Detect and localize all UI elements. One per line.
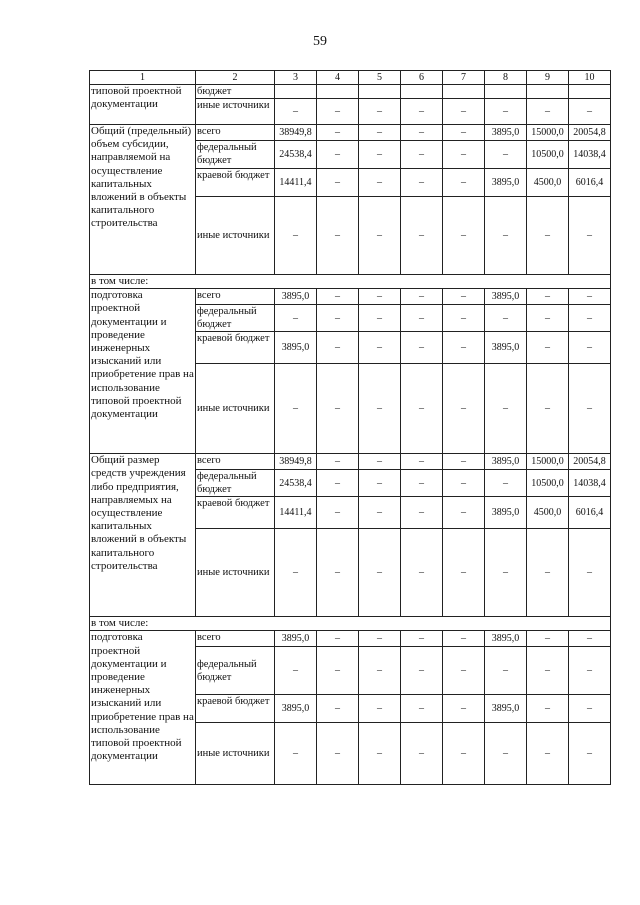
value-cell: – [569,197,611,275]
value-cell: – [485,197,527,275]
funding-source: иные источники [196,723,275,785]
value-cell [443,85,485,99]
header-row [90,71,611,85]
value-cell: – [317,723,359,785]
value-cell: – [443,99,485,125]
value-cell: – [443,197,485,275]
value-cell: – [443,631,485,647]
value-cell: – [569,305,611,332]
value-cell: – [317,529,359,617]
value-cell: 6016,4 [569,169,611,197]
value-cell: – [401,723,443,785]
value-cell: 15000,0 [527,454,569,470]
value-cell: – [443,647,485,695]
value-cell: – [443,529,485,617]
value-cell: – [401,529,443,617]
value-cell [359,85,401,99]
value-cell: – [359,454,401,470]
value-cell [401,85,443,99]
value-cell: – [401,197,443,275]
value-cell: – [401,169,443,197]
value-cell: – [317,647,359,695]
funding-source: федеральный бюджет [196,470,275,497]
value-cell: – [443,125,485,141]
funding-source: всего [196,631,275,647]
value-cell: – [485,99,527,125]
value-cell: – [485,141,527,169]
value-cell: – [359,332,401,364]
value-cell [527,85,569,99]
value-cell: – [401,332,443,364]
value-cell: – [527,631,569,647]
value-cell: 38949,8 [275,125,317,141]
value-cell: – [359,470,401,497]
value-cell: – [527,305,569,332]
funding-source: федеральный бюджет [196,141,275,169]
value-cell: 14411,4 [275,169,317,197]
funding-source: всего [196,289,275,305]
value-cell: – [275,99,317,125]
value-cell: 3895,0 [275,695,317,723]
section-row [90,617,611,631]
table-row [90,125,611,141]
value-cell: – [359,289,401,305]
value-cell: – [401,470,443,497]
table-row [90,631,611,647]
value-cell: – [443,141,485,169]
column-header: 10 [569,71,611,85]
value-cell: – [401,305,443,332]
column-header: 8 [485,71,527,85]
value-cell: – [275,305,317,332]
value-cell: – [485,723,527,785]
value-cell: – [401,99,443,125]
value-cell: 3895,0 [485,631,527,647]
value-cell: 20054,8 [569,125,611,141]
value-cell: 4500,0 [527,169,569,197]
value-cell: – [443,454,485,470]
value-cell: 3895,0 [275,631,317,647]
funding-source: краевой бюджет [196,695,275,723]
section-row [90,275,611,289]
value-cell: – [317,332,359,364]
value-cell: – [569,529,611,617]
funding-source: иные источники [196,529,275,617]
value-cell: – [359,723,401,785]
value-cell: 14038,4 [569,470,611,497]
value-cell: 14038,4 [569,141,611,169]
value-cell: – [359,695,401,723]
value-cell: 38949,8 [275,454,317,470]
value-cell: – [443,364,485,454]
value-cell: 3895,0 [275,332,317,364]
funding-source: всего [196,454,275,470]
value-cell: – [359,99,401,125]
value-cell: 3895,0 [485,332,527,364]
value-cell: 3895,0 [485,169,527,197]
value-cell: – [317,470,359,497]
value-cell: – [569,99,611,125]
value-cell: – [527,695,569,723]
funding-source: всего [196,125,275,141]
value-cell: – [401,289,443,305]
funding-source: федеральный бюджет [196,647,275,695]
value-cell: – [317,364,359,454]
funding-source: иные источники [196,197,275,275]
value-cell [275,85,317,99]
value-cell: – [359,125,401,141]
value-cell: – [485,647,527,695]
row-description: Общий размер средств учреждения либо предприятия, направляемых на осуществление капитальных вложений в объекты капитального строительства [90,454,196,617]
row-description: подготовка проектной документации и проведение инженерных изысканий или приобретение прав на использование типовой проектной документации [90,289,196,454]
value-cell: 24538,4 [275,470,317,497]
value-cell: – [527,529,569,617]
column-header: 2 [196,71,275,85]
value-cell: – [275,723,317,785]
value-cell: – [317,141,359,169]
row-description: подготовка проектной документации и проведение инженерных изысканий или приобретение прав на использование типовой проектной документации [90,631,196,785]
column-header: 7 [443,71,485,85]
budget-table [89,70,611,785]
value-cell: – [443,497,485,529]
value-cell: – [317,125,359,141]
value-cell: – [569,695,611,723]
value-cell: 3895,0 [275,289,317,305]
value-cell: – [275,364,317,454]
value-cell [485,85,527,99]
value-cell: 4500,0 [527,497,569,529]
column-header: 1 [90,71,196,85]
value-cell: – [485,529,527,617]
value-cell: – [527,99,569,125]
table-row [90,85,611,99]
funding-source: краевой бюджет [196,332,275,364]
value-cell: – [317,631,359,647]
value-cell [569,85,611,99]
value-cell: – [317,197,359,275]
value-cell: – [275,529,317,617]
value-cell: – [443,169,485,197]
value-cell: 15000,0 [527,125,569,141]
value-cell: – [275,647,317,695]
value-cell: – [401,125,443,141]
funding-source: краевой бюджет [196,169,275,197]
value-cell: – [443,289,485,305]
value-cell: – [401,454,443,470]
value-cell: – [317,169,359,197]
value-cell: – [359,497,401,529]
section-label: в том числе: [90,617,611,631]
value-cell: – [317,289,359,305]
value-cell: 10500,0 [527,141,569,169]
value-cell: 3895,0 [485,454,527,470]
value-cell: – [317,695,359,723]
funding-source: краевой бюджет [196,497,275,529]
value-cell: 3895,0 [485,497,527,529]
value-cell: 24538,4 [275,141,317,169]
value-cell: – [443,305,485,332]
value-cell: – [401,695,443,723]
value-cell: – [317,454,359,470]
value-cell: 3895,0 [485,289,527,305]
value-cell: – [317,99,359,125]
value-cell: – [317,497,359,529]
value-cell: – [569,289,611,305]
section-label: в том числе: [90,275,611,289]
value-cell: – [359,169,401,197]
value-cell: – [443,332,485,364]
value-cell [317,85,359,99]
value-cell: – [569,332,611,364]
value-cell: 3895,0 [485,125,527,141]
funding-source: иные источники [196,99,275,125]
column-header: 9 [527,71,569,85]
value-cell: – [485,305,527,332]
row-description: типовой проектной документации [90,85,196,125]
value-cell: – [359,141,401,169]
value-cell: 10500,0 [527,470,569,497]
value-cell: – [485,364,527,454]
value-cell: 3895,0 [485,695,527,723]
column-header: 6 [401,71,443,85]
funding-source: бюджет [196,85,275,99]
value-cell: – [359,647,401,695]
value-cell: – [443,723,485,785]
table-row [90,454,611,470]
value-cell: – [527,723,569,785]
value-cell: – [275,197,317,275]
page-number: 59 [313,34,327,49]
value-cell: – [359,529,401,617]
value-cell: – [443,470,485,497]
value-cell: – [569,647,611,695]
value-cell: – [569,364,611,454]
value-cell: – [527,197,569,275]
funding-source: иные источники [196,364,275,454]
value-cell: 6016,4 [569,497,611,529]
column-header: 5 [359,71,401,85]
value-cell: – [527,364,569,454]
value-cell: 14411,4 [275,497,317,529]
value-cell: – [359,197,401,275]
column-header: 4 [317,71,359,85]
value-cell: – [401,647,443,695]
value-cell: – [401,364,443,454]
value-cell: – [359,305,401,332]
value-cell: – [401,497,443,529]
value-cell: – [359,631,401,647]
value-cell: – [485,470,527,497]
column-header: 3 [275,71,317,85]
funding-source: федеральный бюджет [196,305,275,332]
value-cell: – [569,723,611,785]
value-cell: – [317,305,359,332]
value-cell: 20054,8 [569,454,611,470]
value-cell: – [401,141,443,169]
row-description: Общий (предельный) объем субсидии, направляемой на осуществление капитальных вложений в объекты капитального строительства [90,125,196,275]
value-cell: – [527,332,569,364]
value-cell: – [527,289,569,305]
value-cell: – [443,695,485,723]
value-cell: – [401,631,443,647]
value-cell: – [569,631,611,647]
table-row [90,289,611,305]
value-cell: – [527,647,569,695]
value-cell: – [359,364,401,454]
